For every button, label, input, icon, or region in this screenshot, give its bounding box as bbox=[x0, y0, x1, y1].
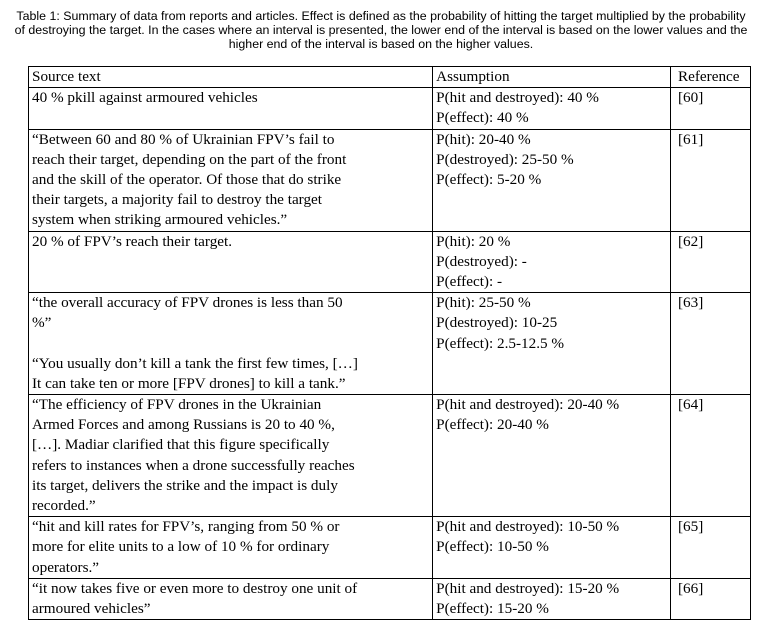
cell-assumption bbox=[433, 293, 671, 395]
assumption-line: P(effect): - bbox=[436, 273, 503, 291]
table-caption: Table 1: Summary of data from reports and articles. Effect is defined as the probability of hitting the target multiplied by the probability of destroying the target. In the cases where an interval is presented, the lower end of the interval is based on the lower values and the higher end of the interval is based on the higher values. bbox=[14, 9, 748, 52]
source-line: 20 % of FPV’s reach their target. bbox=[32, 232, 233, 250]
assumption-line: P(effect): 40 % bbox=[436, 109, 529, 127]
cell-source-text bbox=[29, 578, 433, 619]
assumption-line: P(hit): 20 % bbox=[436, 232, 511, 250]
cell-reference: [66] bbox=[671, 578, 751, 619]
assumption-line: P(hit and destroyed): 20-40 % bbox=[436, 396, 620, 414]
assumption-line: P(destroyed): 25-50 % bbox=[436, 150, 574, 168]
table-row bbox=[29, 395, 751, 517]
source2-line: It can take ten or more [FPV drones] to kill a tank.” bbox=[32, 374, 346, 392]
assumption-line: P(destroyed): - bbox=[436, 252, 527, 270]
source-line: “The efficiency of FPV drones in the Ukrainian bbox=[32, 396, 322, 414]
source2-line: “You usually don’t kill a tank the first few times, […] bbox=[32, 354, 358, 372]
assumption-line: P(hit): 20-40 % bbox=[436, 130, 531, 148]
source-line: “it now takes five or even more to destroy one unit of bbox=[32, 579, 358, 597]
assumption-line: P(hit and destroyed): 40 % bbox=[436, 89, 599, 107]
assumption-line: P(hit): 25-50 % bbox=[436, 294, 531, 312]
source-line: operators.” bbox=[32, 558, 100, 576]
source-line: their targets, a majority fail to destroy the target bbox=[32, 191, 323, 209]
cell-reference: [60] bbox=[671, 88, 751, 129]
header-source-text: Source text bbox=[29, 67, 433, 88]
assumption-line: P(destroyed): 10-25 bbox=[436, 314, 558, 332]
cell-reference: [61] bbox=[671, 129, 751, 231]
cell-source-text bbox=[29, 129, 433, 231]
source-line: and the skill of the operator. Of those that do strike bbox=[32, 171, 342, 189]
cell-assumption bbox=[433, 517, 671, 579]
source-line: “hit and kill rates for FPV’s, ranging from 50 % or bbox=[32, 518, 340, 536]
source-line: armoured vehicles” bbox=[32, 600, 151, 618]
cell-assumption bbox=[433, 129, 671, 231]
source-line: reach their target, depending on the part of the front bbox=[32, 150, 347, 168]
assumption-line: P(effect): 20-40 % bbox=[436, 416, 549, 434]
source-line: refers to instances when a drone successfully reaches bbox=[32, 456, 355, 474]
table-row bbox=[29, 293, 751, 395]
table-row bbox=[29, 231, 751, 293]
source-line: Armed Forces and among Russians is 20 to 40 %, bbox=[32, 416, 335, 434]
cell-assumption bbox=[433, 231, 671, 293]
source-line: “the overall accuracy of FPV drones is less than 50 bbox=[32, 294, 343, 312]
source-line: more for elite units to a low of 10 % for ordinary bbox=[32, 538, 330, 556]
summary-table bbox=[28, 66, 751, 620]
cell-reference: [63] bbox=[671, 293, 751, 395]
cell-reference: [64] bbox=[671, 395, 751, 517]
source-line: its target, delivers the strike and the impact is duly bbox=[32, 476, 338, 494]
cell-source-text bbox=[29, 293, 433, 395]
paragraph-gap bbox=[32, 334, 429, 354]
cell-source-text bbox=[29, 517, 433, 579]
source-line: 40 % pkill against armoured vehicles bbox=[32, 89, 258, 107]
source-line: system when striking armoured vehicles.” bbox=[32, 211, 288, 229]
cell-reference: [65] bbox=[671, 517, 751, 579]
assumption-line: P(hit and destroyed): 15-20 % bbox=[436, 579, 620, 597]
assumption-line: P(effect): 5-20 % bbox=[436, 171, 542, 189]
header-row bbox=[29, 67, 751, 88]
assumption-line: P(effect): 15-20 % bbox=[436, 600, 549, 618]
source-line: “Between 60 and 80 % of Ukrainian FPV’s fail to bbox=[32, 130, 335, 148]
assumption-line: P(effect): 10-50 % bbox=[436, 538, 549, 556]
header-reference: Reference bbox=[671, 67, 751, 88]
cell-assumption bbox=[433, 395, 671, 517]
source-line: […]. Madiar clarified that this figure specifically bbox=[32, 436, 330, 454]
table-row bbox=[29, 517, 751, 579]
cell-assumption bbox=[433, 88, 671, 129]
table-row bbox=[29, 88, 751, 129]
cell-source-text bbox=[29, 395, 433, 517]
cell-assumption bbox=[433, 578, 671, 619]
table-row bbox=[29, 578, 751, 619]
source-line: %” bbox=[32, 314, 52, 332]
assumption-line: P(hit and destroyed): 10-50 % bbox=[436, 518, 620, 536]
assumption-line: P(effect): 2.5-12.5 % bbox=[436, 334, 565, 352]
cell-source-text bbox=[29, 88, 433, 129]
table-row bbox=[29, 129, 751, 231]
header-assumption: Assumption bbox=[433, 67, 671, 88]
source-line: recorded.” bbox=[32, 497, 96, 515]
cell-source-text bbox=[29, 231, 433, 293]
cell-reference: [62] bbox=[671, 231, 751, 293]
